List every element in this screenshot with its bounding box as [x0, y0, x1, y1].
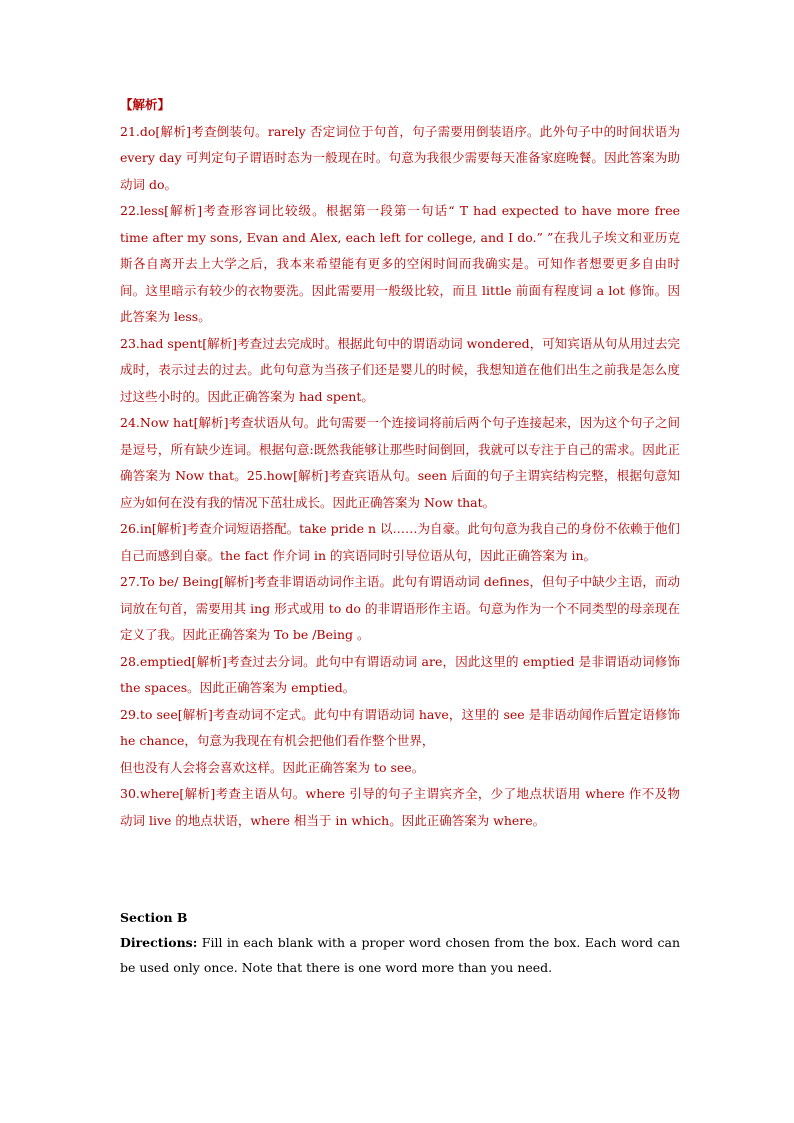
answer-24-25: 24.Now hat[解析]考查状语从句。此句需要一个连接词将前后两个句子连接起来，因为这个句子之间是逗号，所有缺少连词。根据句意:既然我能够让那些时间倒回，我就可以专注于自己的需求。因此正确答案为 Now that。25.how[解析]考查宾语从句。seen 后面的句子主谓宾结构完整，根据句意知应为如何在没有我的情况下茁壮成长。因此正确答案为 Now that。 [120, 415, 680, 510]
answer-27: 27.To be/ Being[解析]考查非谓语动词作主语。此句有谓语动词 defines，但句子中缺少主语，而动词放在句首，需要用其 ing 形式或用 to do 的非谓语形作主语。句意为作为一个不同类型的母亲现在定义了我。因此正确答案为 To be /Being 。 [120, 574, 680, 642]
directions-label: Directions: [120, 935, 198, 950]
answer-22: 22.less[解析]考查形容词比较级。根据第一段第一句话“ T had expected to have more free time after my sons, Evan and Alex, each left for college, and I do.” ”在我儿子埃文和亚历克斯各自离开去上大学之后，我本来希望能有更多的空闲时间而我确实是。可知作者想要更多自由时间。这里暗示有较少的衣物要洗。因此需要用一般级比较，而且 little 前面有程度词 a lot 修饰。因此答案为 less。 [120, 203, 680, 324]
analysis-heading: 【解析】 [120, 97, 171, 112]
answer-29-continued: 但也没有人会将会喜欢这样。因此正确答案为 to see。 [120, 759, 425, 775]
section-b-directions [120, 930, 680, 980]
answer-23: 23.had spent[解析]考查过去完成时。根据此句中的谓语动词 wondered，可知宾语从句从用过去完成时，表示过去的过去。此句句意为当孩子们还是婴儿的时候，我想知道在他们出生之前我是怎么度过这些小时的。因此正确答案为 had spent。 [120, 335, 680, 404]
answer-26: 26.in[解析]考查介词短语搭配。take pride n 以……为自豪。此句句意为我自己的身份不依赖于他们自己而感到自豪。the fact 作介词 in 的宾语同时引导位语从句，因此正确答案为 in。 [120, 521, 680, 563]
section-b-title: Section B [120, 910, 188, 925]
answer-29: 29.to see[解析]考查动词不定式。此句中有谓语动词 have，这里的 see 是非语动闻作后置定语修饰 he chance，句意为我现在有机会把他们看作整个世界， [120, 706, 680, 748]
analysis-block [120, 92, 680, 834]
answer-28: 28.emptied[解析]考查过去分词。此句中有谓语动词 are，因此这里的 emptied 是非谓语动词修饰 the spaces。因此正确答案为 emptied。 [120, 653, 680, 695]
answer-21: 21.do[解析]考查倒装句。rarely 否定词位于句首，句子需要用倒装语序。此外句子中的时间状语为 every day 可判定句子谓语时态为一般现在时。句意为我很少需要每天准备家庭晚餐。因此答案为助动词 do。 [120, 123, 680, 192]
section-b [120, 906, 680, 980]
answer-30: 30.where[解析]考查主语从句。where 引导的句子主谓宾齐全，少了地点状语用 where 作不及物动词 live 的地点状语，where 相当于 in which。因此正确答案为 where。 [120, 786, 680, 828]
directions-text: Fill in each blank with a proper word chosen from the box. Each word can be used only once. Note that there is one word more than you need. [120, 935, 680, 975]
